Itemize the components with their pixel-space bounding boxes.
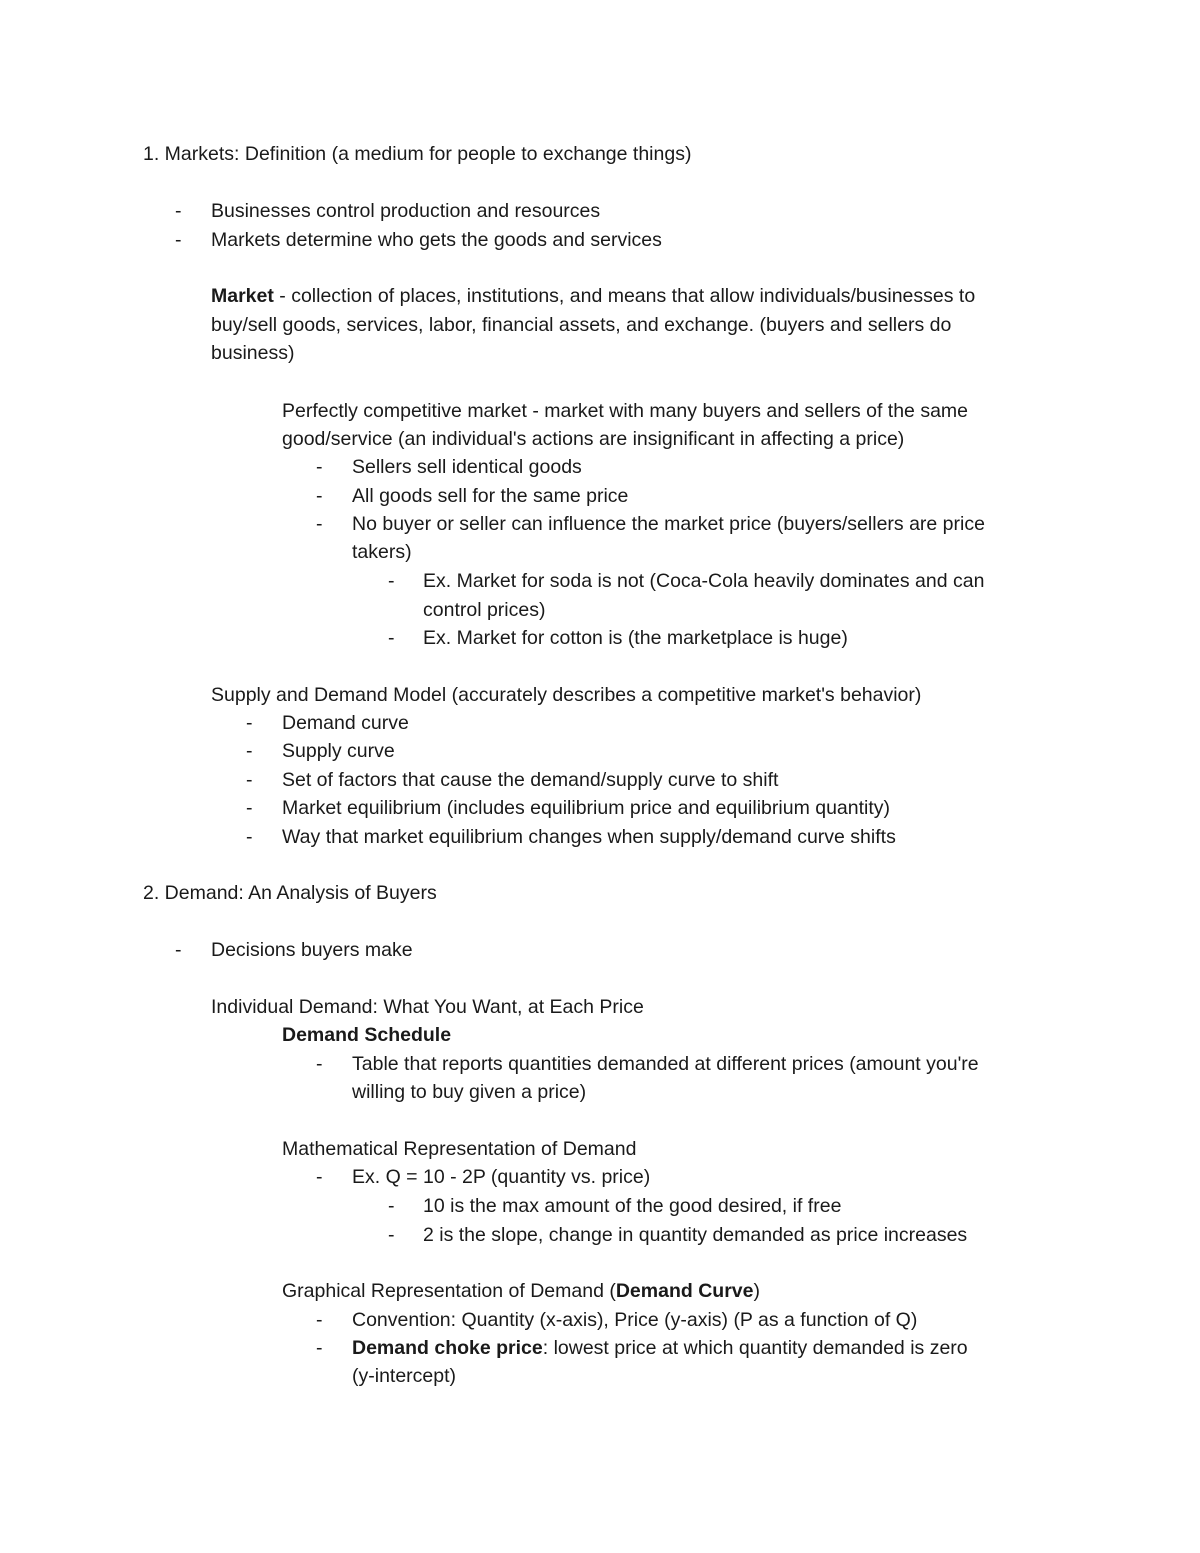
individual-demand-heading: Individual Demand: What You Want, at Each Price [211,996,644,1018]
demand-schedule-term: Demand Schedule [282,1024,452,1046]
bullet-item: No buyer or seller can influence the market price (buyers/sellers are price [352,513,985,535]
bullet-item: Sellers sell identical goods [352,456,582,478]
pcm-line: Perfectly competitive market - market with many buyers and sellers of the same [282,400,969,422]
demand-schedule-heading [282,1021,451,1049]
dash: - [388,1195,395,1217]
demand-curve-term: Demand Curve [615,1280,754,1302]
bullet-item: Market equilibrium (includes equilibrium price and equilibrium quantity) [282,797,891,819]
bullet-item: Set of factors that cause the demand/supply curve to shift [282,769,779,791]
dash: - [316,456,323,478]
dash: - [388,1224,395,1246]
market-definition-text: - collection of places, institutions, and means that allow individuals/businesses to [273,285,976,307]
dash: - [246,740,253,762]
bullet-item: All goods sell for the same price [352,485,629,507]
dash: - [175,229,182,251]
bullet-item: Supply curve [282,740,395,762]
dash: - [246,712,253,734]
bullet-continuation: (y-intercept) [352,1365,457,1387]
dash: - [246,797,253,819]
bullet-item: Way that market equilibrium changes when supply/demand curve shifts [282,826,896,848]
dash: - [316,1053,323,1075]
section1-heading: 1. Markets: Definition (a medium for people to exchange things) [143,143,692,165]
market-definition-line: buy/sell goods, services, labor, financial assets, and exchange. (buyers and sellers do [211,314,952,336]
dash: - [175,939,182,961]
dash: - [175,200,182,222]
dash: - [316,485,323,507]
bullet-item: Ex. Q = 10 - 2P (quantity vs. price) [352,1166,651,1188]
graph-heading-text: Graphical Representation of Demand ( [282,1280,616,1302]
graph-heading-text: ) [753,1280,760,1302]
example-item: Ex. Market for cotton is (the marketplace is huge) [423,627,848,649]
bullet-item: Decisions buyers make [211,939,413,961]
section2-heading: 2. Demand: An Analysis of Buyers [143,882,437,904]
sub-bullet-item: 2 is the slope, change in quantity demanded as price increases [423,1224,968,1246]
bullet-item: Table that reports quantities demanded at different prices (amount you're [352,1053,979,1075]
choke-price-term: Demand choke price [352,1337,543,1359]
dash: - [316,1337,323,1359]
bullet-item: Markets determine who gets the goods and services [211,229,662,251]
dash: - [316,1309,323,1331]
dash: - [388,627,395,649]
dash: - [246,769,253,791]
bullet-continuation: takers) [352,541,412,563]
example-item: Ex. Market for soda is not (Coca-Cola heavily dominates and can [423,570,985,592]
market-definition-line [211,282,975,310]
example-continuation: control prices) [423,599,546,621]
bullet-item: Convention: Quantity (x-axis), Price (y-axis) (P as a function of Q) [352,1309,918,1331]
choke-price-text: : lowest price at which quantity demanded is zero [542,1337,968,1359]
market-term: Market [211,285,274,307]
dash: - [316,513,323,535]
dash: - [388,570,395,592]
bullet-item: Demand curve [282,712,409,734]
dash: - [246,826,253,848]
market-definition-line: business) [211,342,295,364]
choke-price-line [352,1334,968,1362]
dash: - [316,1166,323,1188]
pcm-line: good/service (an individual's actions are insignificant in affecting a price) [282,428,905,450]
math-demand-heading: Mathematical Representation of Demand [282,1138,637,1160]
sdm-heading: Supply and Demand Model (accurately describes a competitive market's behavior) [211,684,922,706]
sub-bullet-item: 10 is the max amount of the good desired, if free [423,1195,842,1217]
bullet-continuation: willing to buy given a price) [352,1081,587,1103]
graph-demand-heading [282,1277,760,1305]
bullet-item: Businesses control production and resources [211,200,601,222]
